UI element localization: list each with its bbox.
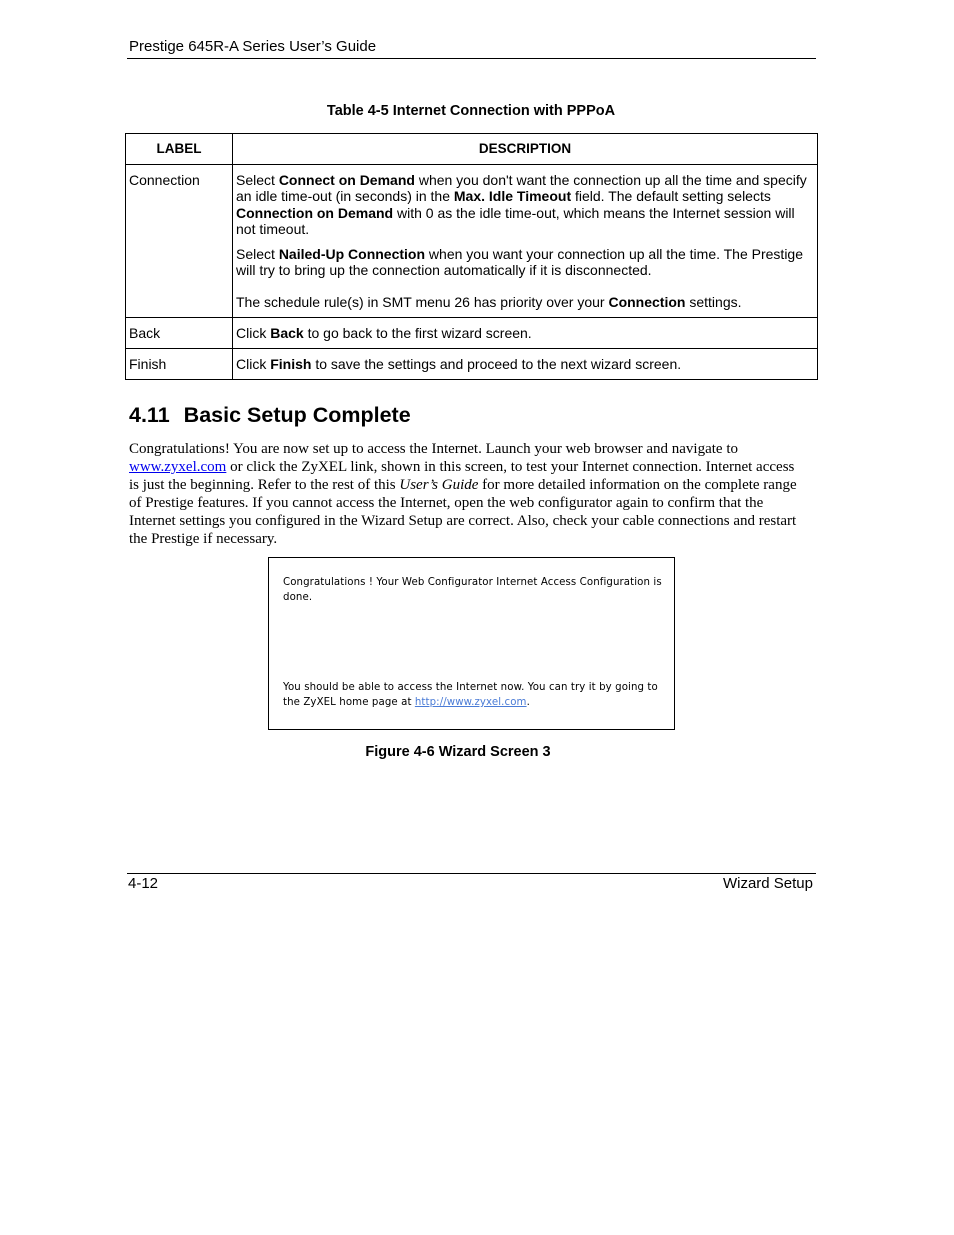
- text: for more detailed information on the complete range of Prestige features. If you cannot access the Internet, open the web configurator again to confirm that the Internet settings you configured in the Wizard Setup are correct. Also, check your cable connections and restart the Prestige if necessary.: [129, 477, 797, 547]
- bold-term: Connection: [608, 293, 686, 310]
- running-header-title: Prestige 645R-A Series User’s Guide: [129, 38, 377, 55]
- text: Congratulations! You are now set up to access the Internet. Launch your web browser and navigate to: [129, 441, 739, 457]
- congratulations-message: Congratulations ! Your Web Configurator Internet Access Configuration is done.: [283, 577, 662, 603]
- section-heading: [129, 403, 411, 428]
- section-number: 4.11: [129, 403, 170, 427]
- wizard-screen-figure: [268, 557, 675, 730]
- column-header-label: LABEL: [126, 134, 233, 165]
- bold-term: Max. Idle Timeout: [453, 188, 572, 205]
- text: when you don't want the connection up all the time and specify an idle time-out (in seconds) in the: [236, 172, 807, 205]
- column-header-description: DESCRIPTION: [233, 134, 818, 165]
- description-paragraph: [236, 294, 814, 310]
- label-description-table: [125, 133, 818, 380]
- text: Select: [236, 246, 279, 263]
- text: Click: [236, 355, 271, 372]
- text: to save the settings and proceed to the next wizard screen.: [311, 355, 682, 372]
- text: Select: [236, 172, 279, 188]
- text: or click the ZyXEL link, shown in this screen, to test your Internet connection. Internet access is just the beginning. Refer to the rest of this: [129, 459, 795, 493]
- footer-rule: [127, 873, 816, 874]
- table-header-row: [126, 134, 818, 165]
- table-row: [126, 318, 818, 349]
- table-row: [126, 349, 818, 380]
- footer-section-name: Wizard Setup: [722, 875, 813, 892]
- zyxel-home-link[interactable]: http://www.zyxel.com: [414, 697, 527, 708]
- section-title: Basic Setup Complete: [183, 403, 411, 427]
- section-body-paragraph: [129, 440, 799, 548]
- text: to go back to the first wizard screen.: [303, 324, 532, 341]
- bold-term: Back: [270, 324, 304, 341]
- zyxel-link[interactable]: www.zyxel.com: [129, 459, 227, 475]
- description-paragraph: [236, 172, 814, 237]
- row-label-back: Back: [126, 318, 233, 349]
- bold-term: Finish: [270, 355, 312, 372]
- bold-term: Connection on Demand: [236, 204, 394, 221]
- text: with 0 as the idle time-out, which means the Internet session will not timeout.: [236, 204, 795, 237]
- bold-term: Connect on Demand: [278, 172, 415, 188]
- row-description-connection: [233, 165, 818, 318]
- text: Click: [236, 324, 271, 341]
- text: field. The default setting selects: [571, 188, 771, 205]
- description-paragraph: [236, 246, 814, 279]
- row-label-connection: Connection: [126, 165, 233, 318]
- row-label-finish: Finish: [126, 349, 233, 380]
- table-row: [126, 165, 818, 318]
- italic-title: User’s Guide: [399, 477, 479, 493]
- text: settings.: [685, 293, 742, 310]
- text: You should be able to access the Internet now. You can try it by going to the ZyXEL home page at: [283, 682, 658, 708]
- bold-term: Nailed-Up Connection: [278, 246, 426, 263]
- text: The schedule rule(s) in SMT menu 26 has priority over your: [236, 293, 609, 310]
- access-message: [283, 680, 667, 710]
- figure-caption: Figure 4-6 Wizard Screen 3: [365, 744, 551, 760]
- row-description-finish: [233, 349, 818, 380]
- text: when you want your connection up all the time. The Prestige will try to bring up the connection automatically if it is disconnected.: [236, 246, 804, 279]
- text: .: [526, 697, 530, 708]
- row-description-back: [233, 318, 818, 349]
- footer-page-number: 4-12: [128, 875, 159, 892]
- table-caption: Table 4-5 Internet Connection with PPPoA: [326, 103, 616, 119]
- header-rule: [127, 58, 816, 59]
